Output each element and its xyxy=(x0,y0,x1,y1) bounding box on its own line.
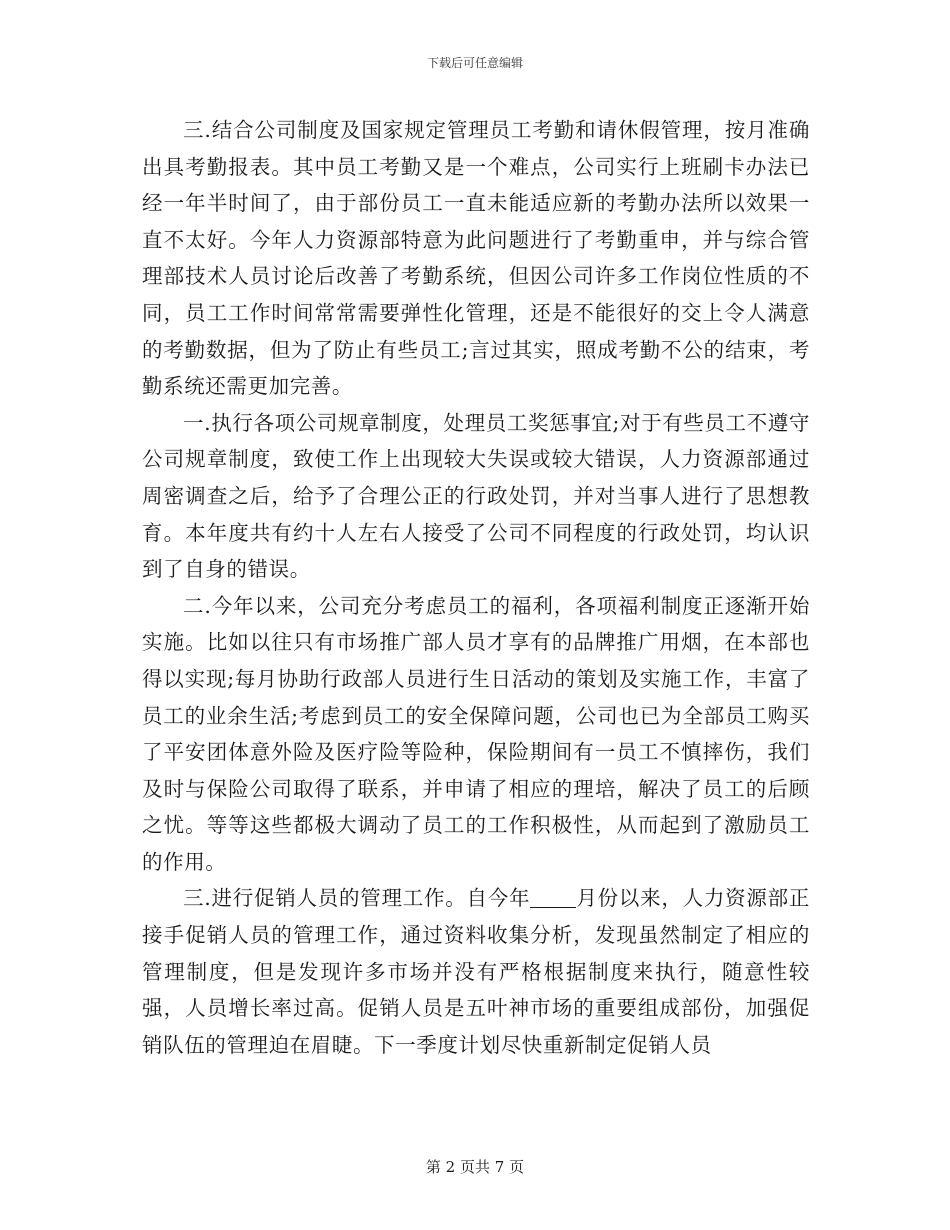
fill-in-blank xyxy=(530,887,576,908)
paragraph-promoter-rest: 月份以来，人力资源部正接手促销人员的管理工作，通过资料收集分析，发现虽然制定了相应的管理制度，但是发现许多市场并没有严格根据制度来执行，随意性较强，人员增长率过高。促销人员是五叶神市场的重要组成部份，加强促销队伍的管理迫在眉睫。下一季度计划尽快重新制定促销人员 xyxy=(142,886,810,1057)
page-header: 下载后可任意编辑 xyxy=(426,56,523,70)
paragraph-discipline: 一.执行各项公司规章制度，处理员工奖惩事宜;对于有些员工不遵守公司规章制度，致使工作上出现较大失误或较大错误，人力资源部通过周密调查之后，给予了合理公正的行政处罚，并对当事人进行了思想教育。本年度共有约十人左右人接受了公司不同程度的行政处罚，均认识到了自身的错误。 xyxy=(142,410,810,582)
paragraph-welfare: 二.今年以来，公司充分考虑员工的福利，各项福利制度正逐渐开始实施。比如以往只有市场推广部人员才享有的品牌推广用烟，在本部也得以实现;每月协助行政部人员进行生日活动的策划及实施工作，丰富了员工的业余生活;考虑到员工的安全保障问题，公司也已为全部员工购买了平安团体意外险及医疗险等险种，保险期间有一员工不慎摔伤，我们及时与保险公司取得了联系，并申请了相应的理培，解决了员工的后顾之忧。等等这些都极大调动了员工的工作积极性，从而起到了激励员工的作用。 xyxy=(142,593,810,874)
paragraph-attendance: 三.结合公司制度及国家规定管理员工考勤和请休假管理，按月准确出具考勤报表。其中员工考勤又是一个难点，公司实行上班刷卡办法已经一年半时间了，由于部份员工一直未能适应新的考勤办法所以效果一直不太好。今年人力资源部特意为此问题进行了考勤重申，并与综合管理部技术人员讨论后改善了考勤系统，但因公司许多工作岗位性质的不同，员工工作时间常常需要弹性化管理，还是不能很好的交上令人满意的考勤数据，但为了防止有些员工;言过其实，照成考勤不公的结束，考勤系统还需更加完善。 xyxy=(142,118,810,399)
document-body xyxy=(142,112,810,1063)
paragraph-promoter-start: 三.进行促销人员的管理工作。自今年 xyxy=(183,886,531,911)
page-number: 第 2 页共 7 页 xyxy=(425,1158,525,1176)
paragraph-promoter-management xyxy=(142,880,810,1063)
